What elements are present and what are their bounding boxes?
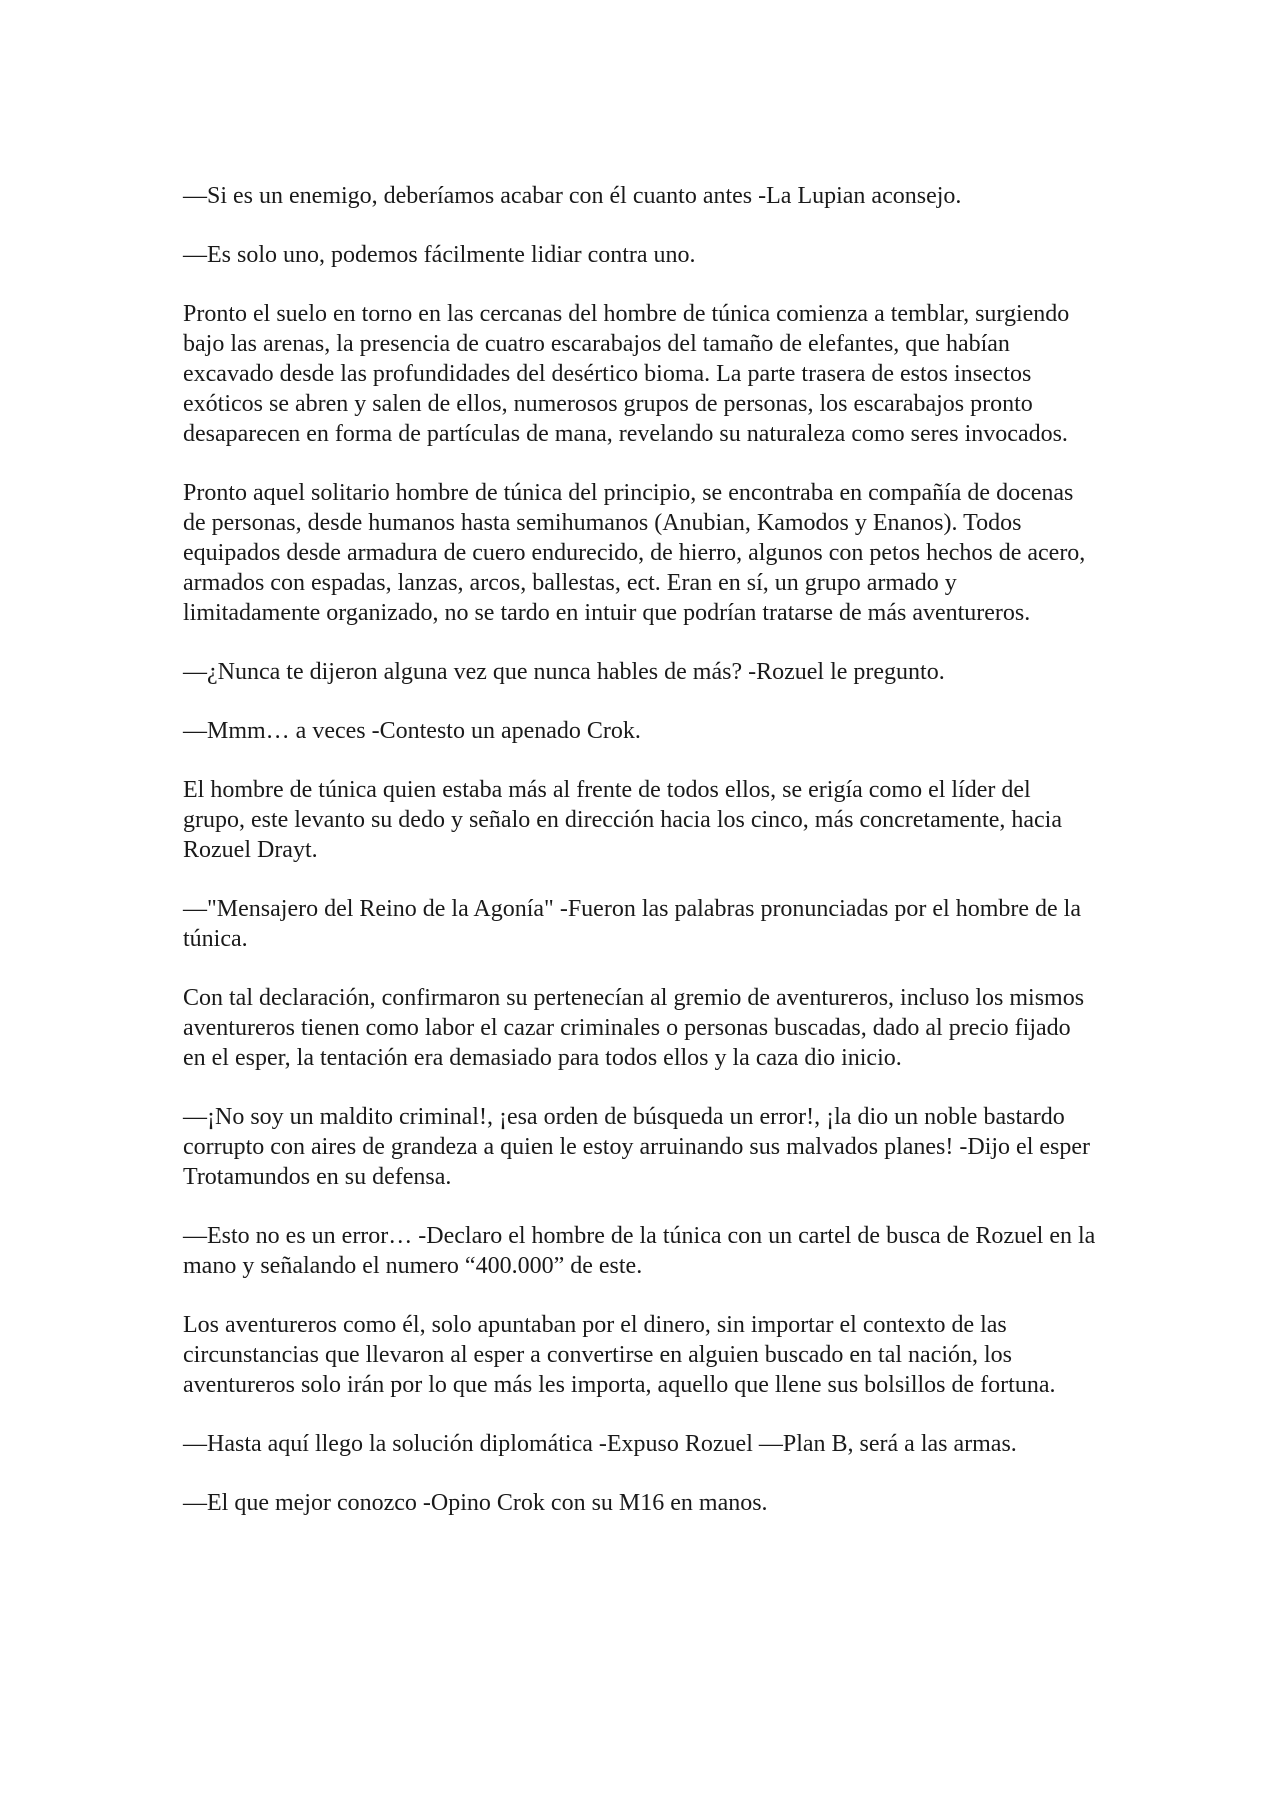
paragraph: —¡No soy un maldito criminal!, ¡esa orden de búsqueda un error!, ¡la dio un noble bastardo corrupto con aires de grandeza a quien le estoy arruinando sus malvados planes! -Dijo el esper Trotamundos en su defensa. — [183, 1104, 1091, 1190]
paragraph: —Mmm… a veces -Contesto un apenado Crok. — [183, 718, 641, 744]
paragraph: —El que mejor conozco -Opino Crok con su M16 en manos. — [183, 1490, 768, 1516]
paragraph: El hombre de túnica quien estaba más al frente de todos ellos, se erigía como el líder del grupo, este levanto su dedo y señalo en dirección hacia los cinco, más concretamente, hacia Rozuel Drayt. — [183, 777, 1062, 863]
document-body — [183, 181, 1098, 1547]
paragraph: —Esto no es un error… -Declaro el hombre de la túnica con un cartel de busca de Rozuel en la mano y señalando el numero “400.000” de este. — [183, 1223, 1096, 1279]
paragraph: Pronto el suelo en torno en las cercanas del hombre de túnica comienza a temblar, surgiendo bajo las arenas, la presencia de cuatro escarabajos del tamaño de elefantes, que habían excavado desde las profundidades del desértico bioma. La parte trasera de estos insectos exóticos se abren y salen de ellos, numerosos grupos de personas, los escarabajos pronto desaparecen en forma de partículas de mana, revelando su naturaleza como seres invocados. — [183, 301, 1070, 447]
paragraph: —Es solo uno, podemos fácilmente lidiar contra uno. — [183, 242, 696, 268]
paragraph: Los aventureros como él, solo apuntaban por el dinero, sin importar el contexto de las circunstancias que llevaron al esper a convertirse en alguien buscado en tal nación, los aventureros solo irán por lo que más les importa, aquello que llene sus bolsillos de fortuna. — [183, 1312, 1056, 1398]
paragraph: —Si es un enemigo, deberíamos acabar con él cuanto antes -La Lupian aconsejo. — [183, 183, 962, 209]
paragraph: Pronto aquel solitario hombre de túnica del principio, se encontraba en compañía de docenas de personas, desde humanos hasta semihumanos (Anubian, Kamodos y Enanos). Todos equipados desde armadura de cuero endurecido, de hierro, algunos con petos hechos de acero, armados con espadas, lanzas, arcos, ballestas, ect. Eran en sí, un grupo armado y limitadamente organizado, no se tardo en intuir que podrían tratarse de más aventureros. — [183, 480, 1086, 626]
paragraph: —"Mensajero del Reino de la Agonía" -Fueron las palabras pronunciadas por el hombre de la túnica. — [183, 896, 1081, 952]
paragraph: Con tal declaración, confirmaron su pertenecían al gremio de aventureros, incluso los mismos aventureros tienen como labor el cazar criminales o personas buscadas, dado al precio fijado en el esper, la tentación era demasiado para todos ellos y la caza dio inicio. — [183, 985, 1085, 1071]
paragraph: —¿Nunca te dijeron alguna vez que nunca hables de más? -Rozuel le pregunto. — [183, 659, 945, 685]
paragraph: —Hasta aquí llego la solución diplomática -Expuso Rozuel —Plan B, será a las armas. — [183, 1431, 1017, 1457]
